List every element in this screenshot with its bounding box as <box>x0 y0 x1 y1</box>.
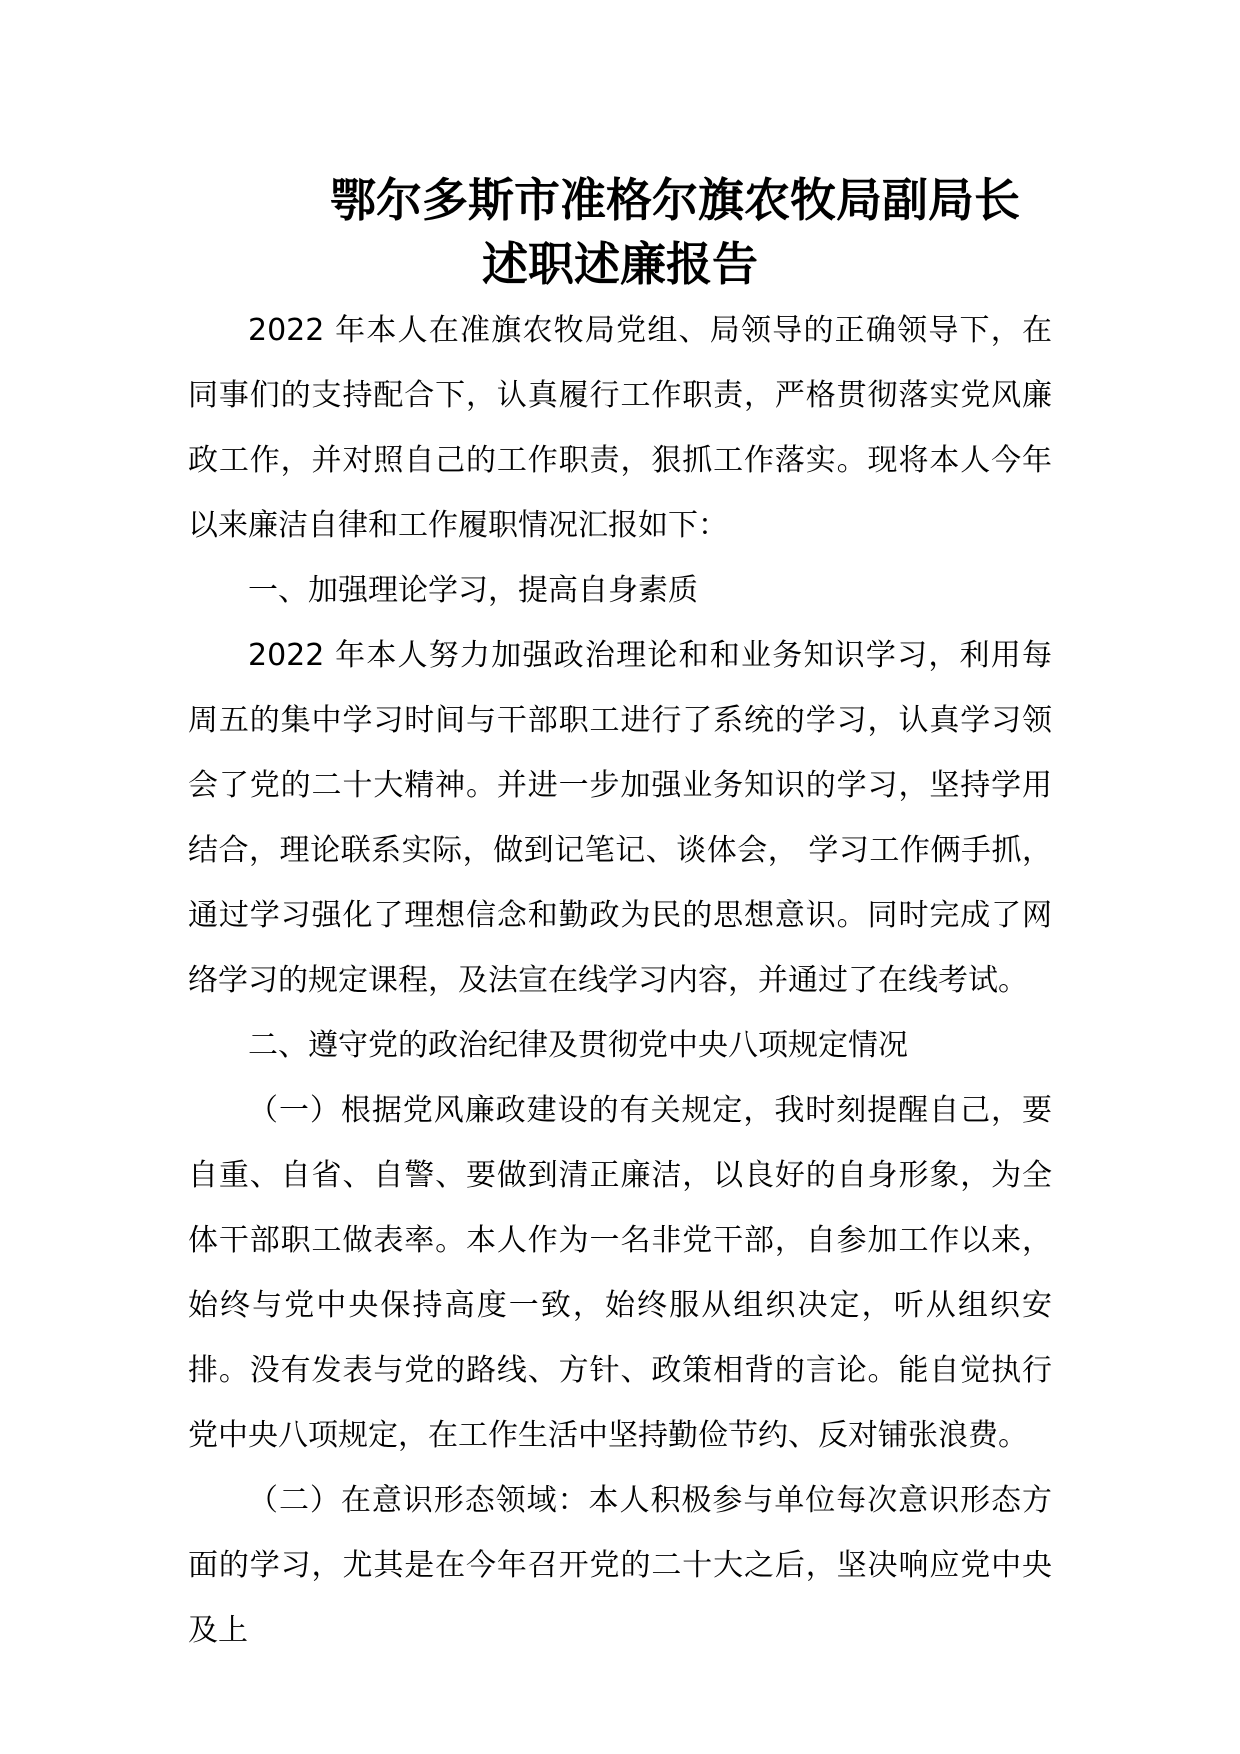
title-line-1: 鄂尔多斯市准格尔旗农牧局副局长 <box>330 173 1020 227</box>
paragraph-discipline-2: （二）在意识形态领域：本人积极参与单位每次意识形态方面的学习，尤其是在今年召开党的二十大之后，坚决响应党中央及上 <box>188 1483 1052 1648</box>
document-title <box>0 168 1240 296</box>
paragraph-study: 2022 年本人努力加强政治理论和和业务知识学习，利用每周五的集中学习时间与干部职工进行了系统的学习，认真学习领会了党的二十大精神。并进一步加强业务知识的学习，坚持学用结合，理论联系实际，做到记笔记、谈体会， 学习工作俩手抓，通过学习强化了理想信念和勤政为民的思想意识。同时完成了网络学习的规定课程，及法宣在线学习内容，并通过了在线考试。 <box>188 638 1052 998</box>
section-heading-2: 二、遵守党的政治纪律及贯彻党中央八项规定情况 <box>248 1028 908 1063</box>
title-line-2: 述职述廉报告 <box>482 237 758 291</box>
section-heading-1: 一、加强理论学习，提高自身素质 <box>248 573 698 608</box>
document-body <box>188 298 1052 1663</box>
paragraph-discipline-1: （一）根据党风廉政建设的有关规定，我时刻提醒自己，要自重、自省、自警、要做到清正廉洁，以良好的自身形象，为全体干部职工做表率。本人作为一名非党干部，自参加工作以来，始终与党中央保持高度一致，始终服从组织决定，听从组织安排。没有发表与党的路线、方针、政策相背的言论。能自觉执行党中央八项规定，在工作生活中坚持勤俭节约、反对铺张浪费。 <box>188 1093 1052 1453</box>
paragraph-intro: 2022 年本人在准旗农牧局党组、局领导的正确领导下，在同事们的支持配合下，认真履行工作职责，严格贯彻落实党风廉政工作，并对照自己的工作职责，狠抓工作落实。现将本人今年以来廉洁自律和工作履职情况汇报如下： <box>188 313 1052 543</box>
